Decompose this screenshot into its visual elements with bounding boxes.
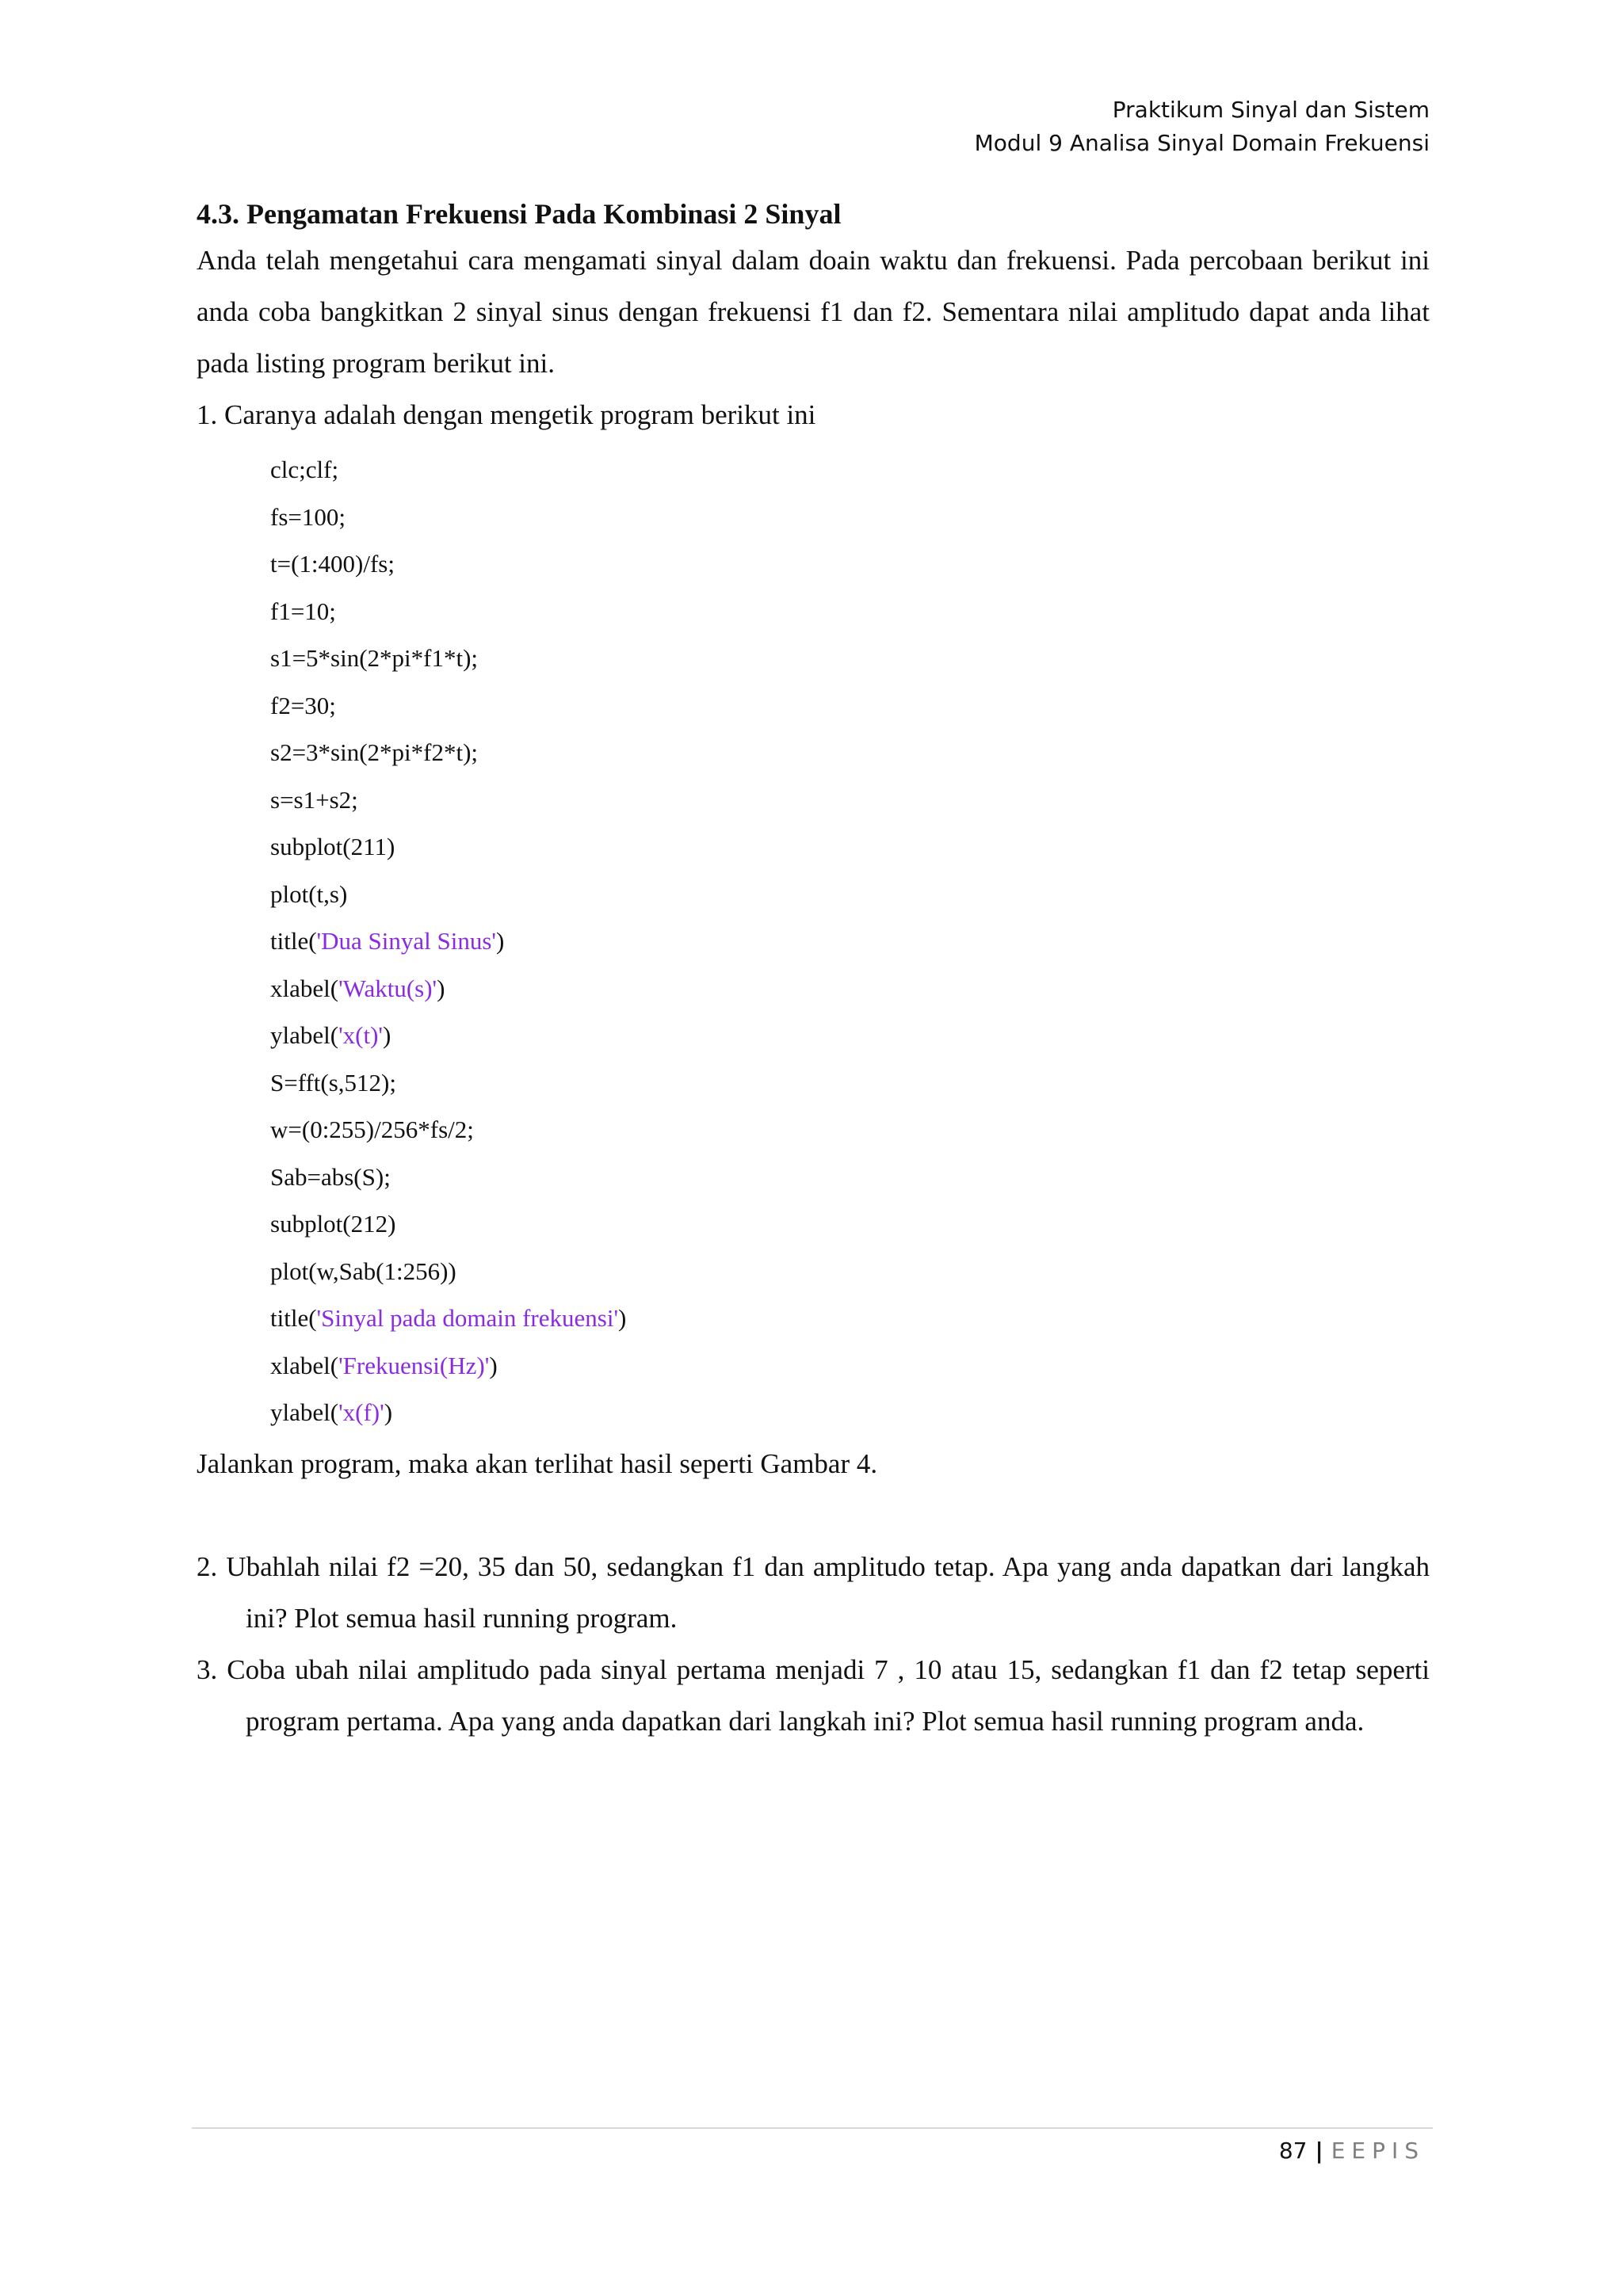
run-instruction: Jalankan program, maka akan terlihat hasil seperti Gambar 4.: [197, 1447, 878, 1479]
step-3-text: 3. Coba ubah nilai amplitudo pada sinyal pertama menjadi 7 , 10 atau 15, sedangkan f1 dan f2 tetap seperti program pertama. Apa yang anda dapatkan dari langkah ini? Plot semua hasil running program anda.: [197, 1653, 1430, 1737]
code-line: Sab=abs(S);: [270, 1162, 391, 1191]
step-1-text: 1. Caranya adalah dengan mengetik program berikut ini: [197, 399, 816, 430]
code-line: subplot(212): [270, 1210, 396, 1238]
code-line: s2=3*sin(2*pi*f2*t);: [270, 738, 479, 766]
code-string: 'x(t)': [338, 1021, 384, 1049]
footer-divider: [192, 2127, 1433, 2129]
code-line: [270, 1389, 1430, 1436]
page-content: [197, 193, 1430, 1747]
code-text: ylabel(: [270, 1398, 339, 1426]
code-line: w=(0:255)/256*fs/2;: [270, 1116, 474, 1143]
code-line: clc;clf;: [270, 456, 339, 483]
page-footer: [1279, 2135, 1425, 2167]
code-line: S=fft(s,512);: [270, 1068, 396, 1097]
code-line: subplot(211): [270, 833, 395, 860]
code-text: ): [496, 927, 505, 955]
code-text: xlabel(: [270, 1351, 339, 1379]
code-string: 'Sinyal pada domain frekuensi': [316, 1304, 619, 1332]
code-line: [270, 965, 1430, 1013]
intro-paragraph: Anda telah mengetahui cara mengamati sinyal dalam doain waktu dan frekuensi. Pada percobaan berikut ini anda coba bangkitkan 2 sinyal sinus dengan frekuensi f1 dan f2. Sementara nilai amplitudo dapat anda lihat pada listing program berikut ini.: [197, 245, 1430, 379]
code-line: plot(t,s): [270, 879, 348, 908]
code-line: f2=30;: [270, 691, 336, 719]
code-text: ): [383, 1021, 391, 1049]
code-line: fs=100;: [270, 502, 346, 531]
code-text: ): [489, 1351, 498, 1379]
code-line: s1=5*sin(2*pi*f1*t);: [270, 644, 479, 672]
running-header: [975, 93, 1430, 160]
footer-separator: |: [1315, 2138, 1323, 2164]
header-module-title: Modul 9 Analisa Sinyal Domain Frekuensi: [974, 130, 1430, 156]
code-text: xlabel(: [270, 974, 339, 1002]
section-title: 4.3. Pengamatan Frekuensi Pada Kombinasi 2 Sinyal: [197, 198, 842, 230]
code-line: [270, 1012, 1430, 1059]
code-line: [270, 1295, 1430, 1342]
code-text: title(: [270, 1304, 317, 1332]
code-line: f1=10;: [270, 597, 336, 625]
code-string: 'Dua Sinyal Sinus': [316, 927, 497, 955]
code-line: [270, 917, 1430, 965]
page-number: 87: [1278, 2138, 1308, 2164]
code-line: [270, 1342, 1430, 1390]
code-text: ): [618, 1304, 627, 1332]
code-text: ylabel(: [270, 1021, 339, 1049]
code-line: t=(1:400)/fs;: [270, 550, 395, 578]
code-line: plot(w,Sab(1:256)): [270, 1257, 456, 1285]
step-2-text: 2. Ubahlah nilai f2 =20, 35 dan 50, sedangkan f1 dan amplitudo tetap. Apa yang anda dapatkan dari langkah ini? Plot semua hasil running program.: [197, 1550, 1430, 1634]
code-string: 'Waktu(s)': [338, 974, 437, 1002]
header-course-title: Praktikum Sinyal dan Sistem: [1112, 97, 1430, 123]
code-text: ): [437, 974, 445, 1002]
footer-org: EEPIS: [1331, 2138, 1425, 2164]
code-string: 'Frekuensi(Hz)': [338, 1351, 490, 1379]
code-string: 'x(f)': [338, 1398, 384, 1426]
code-text: ): [384, 1398, 393, 1426]
code-line: s=s1+s2;: [270, 785, 358, 814]
code-listing: [270, 446, 1430, 1436]
code-text: title(: [270, 927, 317, 955]
